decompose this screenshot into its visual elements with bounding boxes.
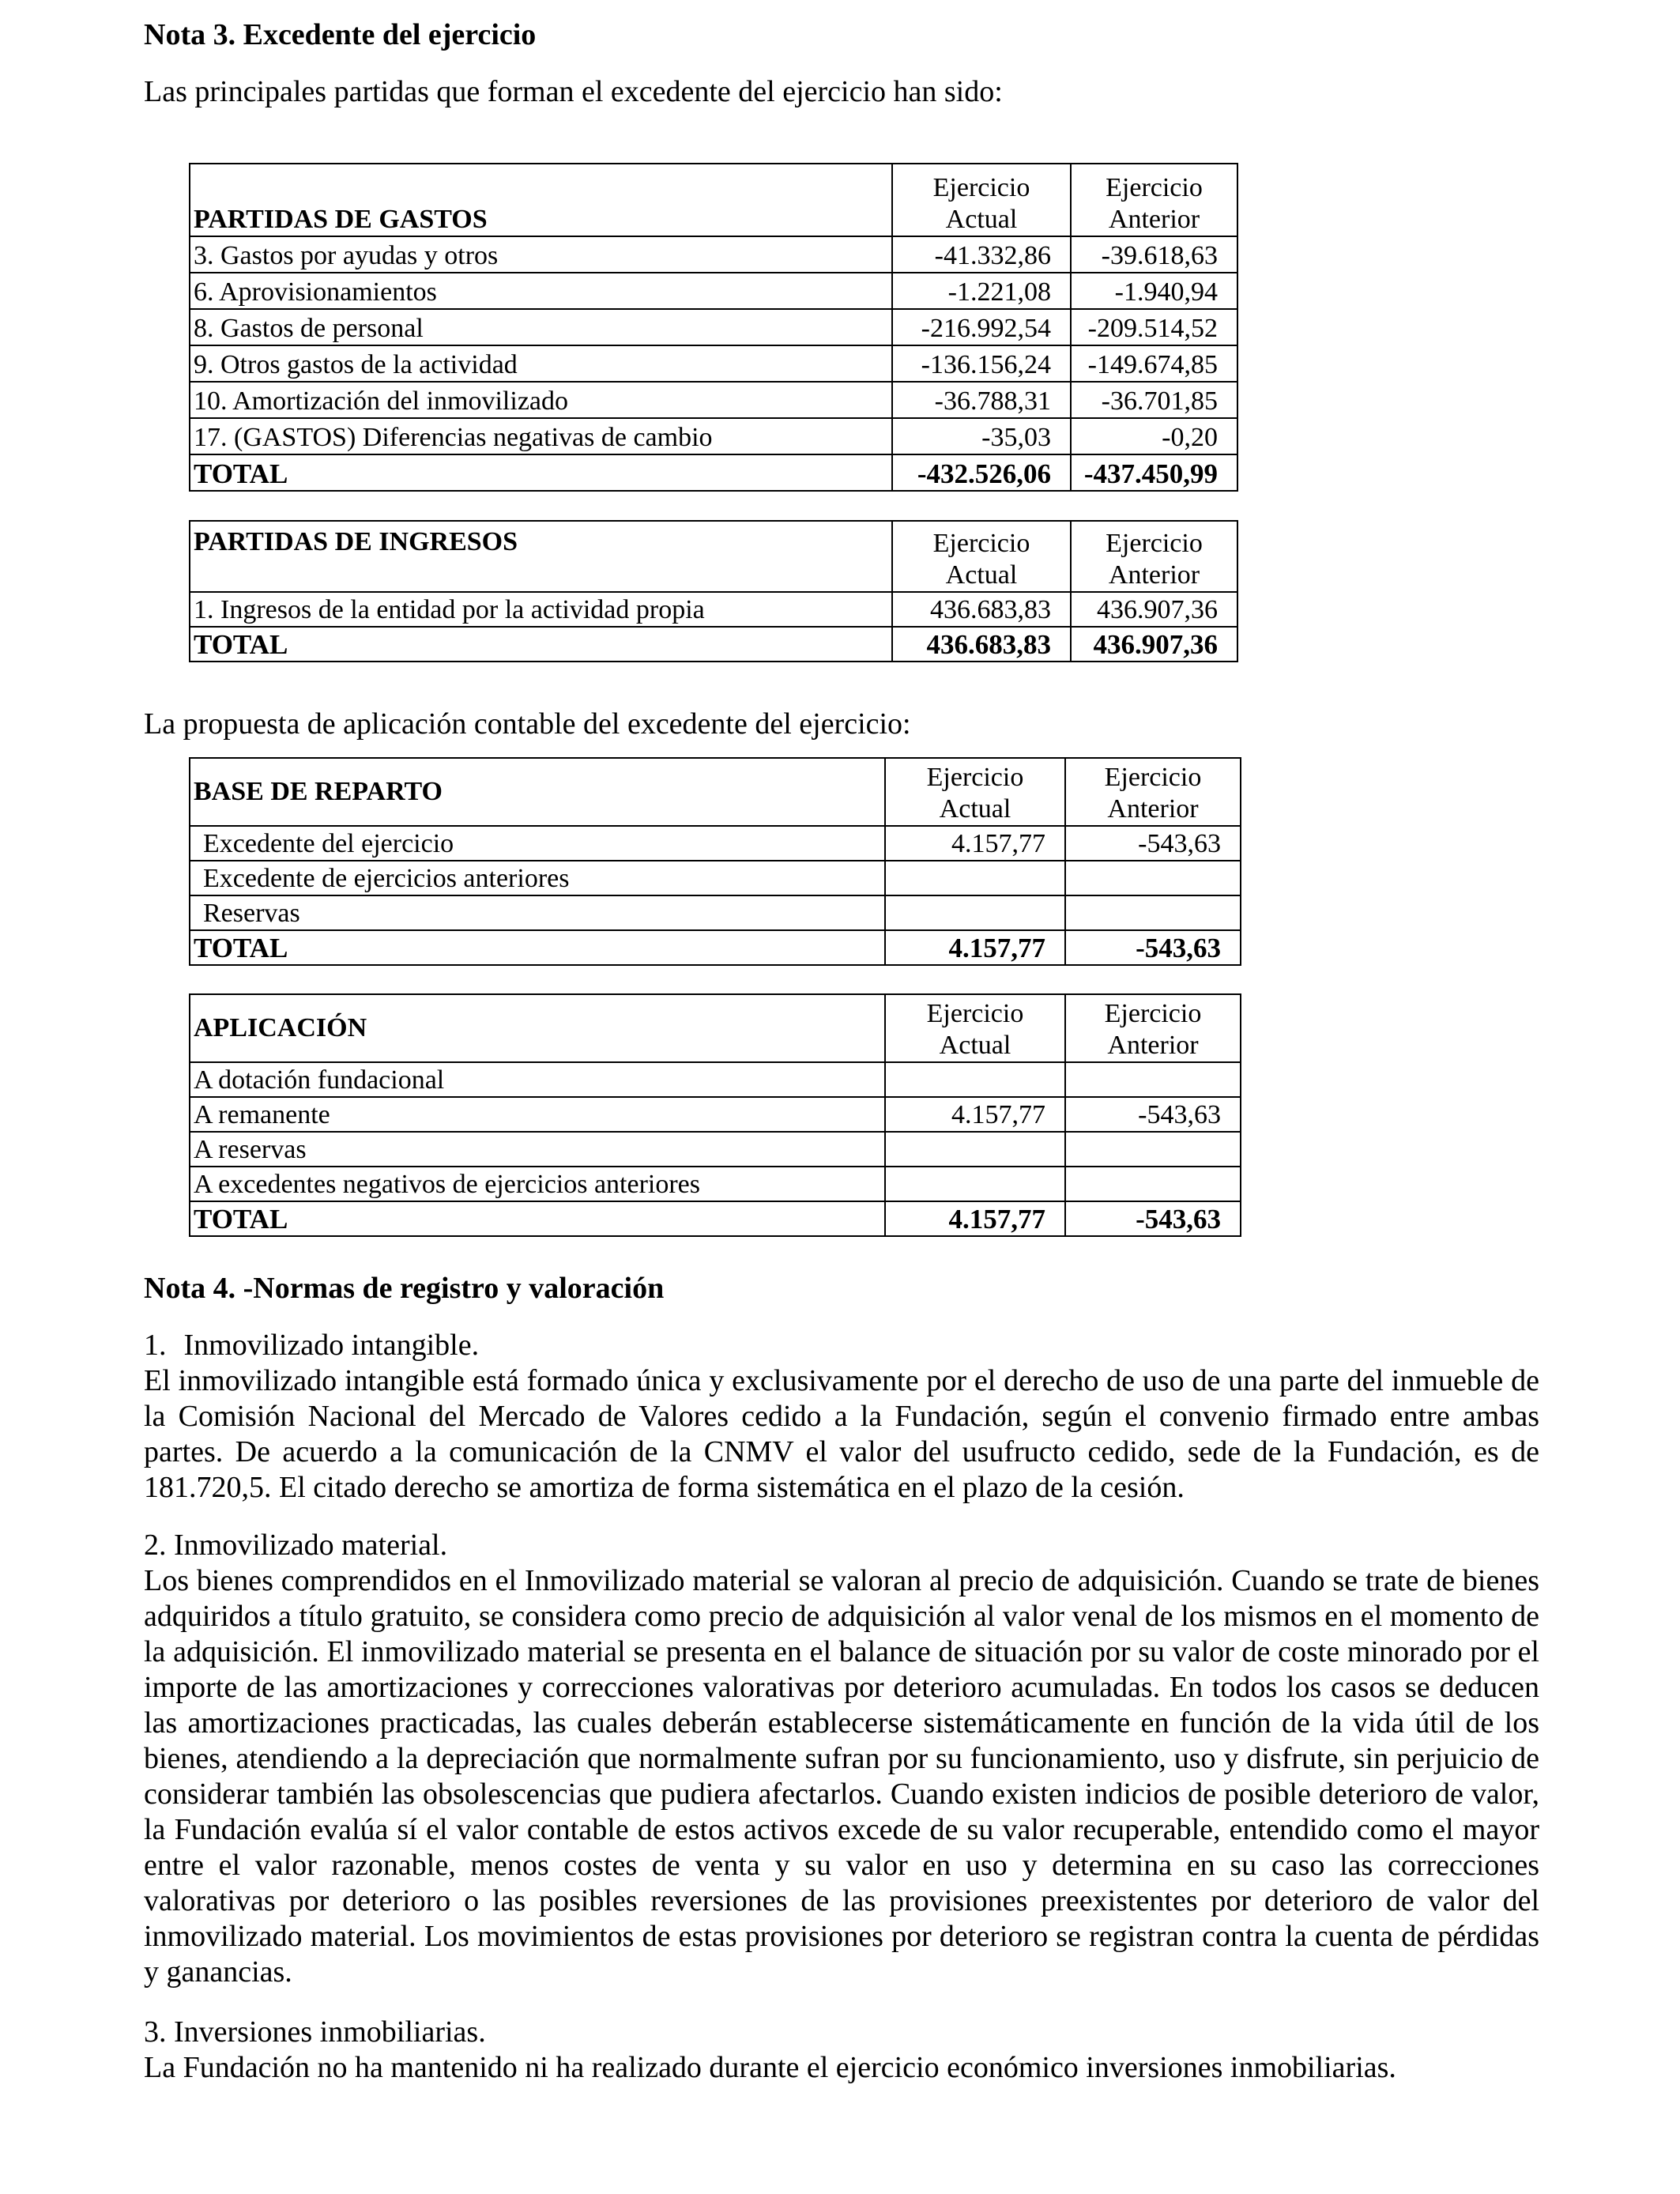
col-anterior-header: Ejercicio Anterior <box>1065 758 1241 826</box>
total-row: TOTAL 4.157,77 -543,63 <box>190 1201 1241 1236</box>
table-row: A dotación fundacional <box>190 1062 1241 1097</box>
note3-intro: Las principales partidas que forman el excedente del ejercicio han sido: <box>144 75 1003 108</box>
note4-title: Nota 4. -Normas de registro y valoración <box>144 1272 665 1305</box>
base-reparto-title: BASE DE REPARTO <box>190 758 885 826</box>
base-reparto-table <box>189 757 1241 966</box>
col-actual-header: Ejercicio Actual <box>885 758 1065 826</box>
table-row: A remanente 4.157,77 -543,63 <box>190 1097 1241 1132</box>
aplicacion-title: APLICACIÓN <box>190 994 885 1062</box>
section1-number: 1. <box>144 1329 167 1362</box>
total-row: TOTAL 4.157,77 -543,63 <box>190 930 1241 965</box>
section1-title: Inmovilizado intangible. <box>183 1329 480 1362</box>
propuesta-intro: La propuesta de aplicación contable del excedente del ejercicio: <box>144 707 911 741</box>
section2-text: Los bienes comprendidos en el Inmovilizado material se valoran al precio de adquisición. Cuando se trate de bienes adquiridos a título gratuito, se considera como precio de adquisición al valor venal de los mismos en el momento de la adquisición. El inmovilizado material se presenta en el balance de situación por su valor de coste minorado por el importe de las amortizaciones y correcciones valorativas por deterioro acumuladas. En todos los casos se deducen las amortizaciones practicadas, las cuales deberán establecerse sistemáticamente en función de la vida útil de los bienes, atendiendo a la depreciación que normalmente sufran por su funcionamiento, uso y disfrute, sin perjuicio de considerar también las obsolescencias que pudiera afectarlos. Cuando existen indicios de posible deterioro de valor, la Fundación evalúa sí el valor contable de estos activos excede de su valor recuperable, entendido como el mayor entre el valor razonable, menos costes de venta y su valor en uso y determina en su caso las correcciones valorativas por deterioro o las posibles reversiones de las provisiones preexistentes por deterioro de valor del inmovilizado material. Los movimientos de estas provisiones por deterioro se registran contra la cuenta de pérdidas y ganancias. <box>144 1564 1539 1989</box>
table-row: 1. Ingresos de la entidad por la actividad propia 436.683,83 436.907,36 <box>190 592 1237 627</box>
total-row: TOTAL -432.526,06 -437.450,99 <box>190 454 1237 491</box>
note3-title: Nota 3. Excedente del ejercicio <box>144 18 537 51</box>
aplicacion-table <box>189 993 1241 1237</box>
col-actual-header: Ejercicio Actual <box>892 521 1071 592</box>
ingresos-title: PARTIDAS DE INGRESOS <box>190 521 892 592</box>
table-row: 8. Gastos de personal -216.992,54 -209.514,52 <box>190 309 1237 345</box>
table-row: 17. (GASTOS) Diferencias negativas de cambio -35,03 -0,20 <box>190 418 1237 454</box>
table-row: 3. Gastos por ayudas y otros -41.332,86 -39.618,63 <box>190 236 1237 273</box>
ingresos-table <box>189 520 1238 662</box>
section2-title: 2. Inmovilizado material. <box>144 1529 448 1562</box>
section1-text: El inmovilizado intangible está formado única y exclusivamente por el derecho de uso de una parte del inmueble de la Comisión Nacional del Mercado de Valores cedido a la Fundación, según el convenio firmado entre ambas partes. De acuerdo a la comunicación de la CNMV el valor del usufructo cedido, sede de la Fundación, es de 181.720,5. El citado derecho se amortiza de forma sistemática en el plazo de la cesión. <box>144 1364 1539 1504</box>
table-row: Excedente de ejercicios anteriores <box>190 861 1241 895</box>
total-row: TOTAL 436.683,83 436.907,36 <box>190 627 1237 662</box>
section1-heading <box>144 1328 479 1363</box>
table-row: 10. Amortización del inmovilizado -36.788,31 -36.701,85 <box>190 382 1237 418</box>
col-anterior-header: Ejercicio Anterior <box>1065 994 1241 1062</box>
gastos-title: PARTIDAS DE GASTOS <box>190 164 892 236</box>
table-row: Reservas <box>190 895 1241 930</box>
col-anterior-header: Ejercicio Anterior <box>1071 521 1237 592</box>
col-anterior-header: Ejercicio Anterior <box>1071 164 1237 236</box>
table-row: 6. Aprovisionamientos -1.221,08 -1.940,94 <box>190 273 1237 309</box>
col-actual-header: Ejercicio Actual <box>885 994 1065 1062</box>
table-row: Excedente del ejercicio 4.157,77 -543,63 <box>190 826 1241 861</box>
gastos-table <box>189 163 1238 492</box>
section3-text: La Fundación no ha mantenido ni ha realizado durante el ejercicio económico inversiones inmobiliarias. <box>144 2051 1396 2084</box>
table-row: 9. Otros gastos de la actividad -136.156,24 -149.674,85 <box>190 345 1237 382</box>
table-row: A reservas <box>190 1132 1241 1167</box>
table-row: A excedentes negativos de ejercicios anteriores <box>190 1167 1241 1201</box>
section3-title: 3. Inversiones inmobiliarias. <box>144 2015 486 2049</box>
col-actual-header: Ejercicio Actual <box>892 164 1071 236</box>
